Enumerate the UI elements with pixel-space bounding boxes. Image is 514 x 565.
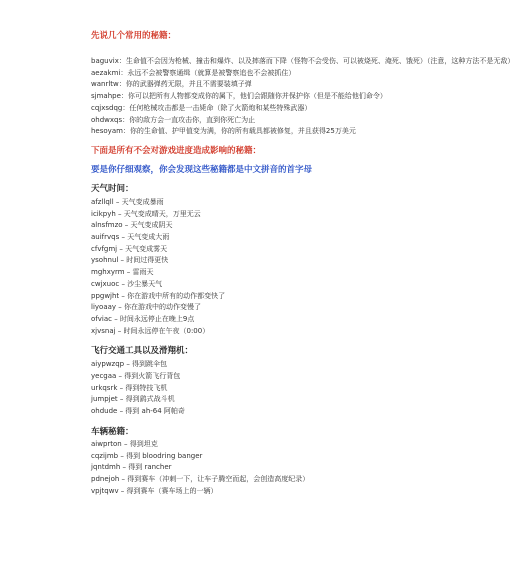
cheat-line: aiypwzqp – 得到跳伞包: [91, 360, 168, 369]
section-heading-vehicles: 车辆秘籍：: [91, 426, 134, 437]
cheat-line: jumpjet – 得到鹞式战斗机: [91, 395, 175, 404]
cheat-line: icikpyh – 天气变成晴天，万里无云: [91, 209, 201, 218]
cheat-line: cqjxsdqg：任何枪械攻击都是一击毙命（除了火箭炮和某些特殊武器）: [91, 103, 312, 112]
cheat-line: yecgaa – 得到火箭飞行背包: [91, 372, 181, 381]
cheat-line: ppgwjht – 你在游戏中所有的动作都变快了: [91, 291, 226, 300]
cheat-line: vpjtqwv – 得到赛车（赛车场上的一辆）: [91, 486, 218, 495]
cheat-line: aiwprton – 得到坦克: [91, 439, 158, 448]
cheat-line: wanrltw：你的武器弹药无限，并且不需要装填子弹: [91, 80, 252, 89]
cheat-line: aezakmi：永远不会被警察通缉（就算是被警察追也不会被抓住）: [91, 68, 296, 77]
cheat-line: urkqsrk – 得到特技飞机: [91, 383, 168, 392]
cheat-line: hesoyam：你的生命值、护甲值变为满，你的所有载具都被修复，并且获得25万美元: [91, 127, 356, 136]
cheat-line: cqzijmb – 得到 bloodring banger: [91, 451, 203, 460]
cheat-line: ofviac – 时间永远停止在晚上9点: [91, 314, 195, 323]
weather-time-list: [91, 197, 360, 337]
aircraft-list: [91, 359, 360, 418]
vehicles-list: [91, 439, 360, 498]
cheat-line: afzllqll – 天气变成暴雨: [91, 197, 164, 206]
cheat-line: cwjxuoc – 沙尘暴天气: [91, 279, 163, 288]
section-heading-pinyin-note: 要是你仔细观察，你会发现这些秘籍都是中文拼音的首字母: [91, 164, 313, 175]
cheat-line: ohdwxqs：你的敌方会一直攻击你，直到你死亡为止: [91, 115, 256, 124]
cheat-line: sjmahpe：你可以把所有人物都变成你的属下，他们会跟随你并保护你（但是不能给他们命令）: [91, 92, 387, 101]
cheat-line: cfvfgmj – 天气变成雾天: [91, 244, 168, 253]
cheat-line: baguvix：生命值不会因为枪械、撞击和爆炸、以及摔落而下降（怪物不会受伤、可以被烧死、淹死、饿死）（注意，这种方法不是无敌）: [91, 57, 514, 65]
cheat-line: auifrvqs – 天气变成大雨: [91, 233, 170, 242]
section-heading-common-cheats: 先说几个常用的秘籍：: [91, 31, 177, 41]
cheat-line: alnsfmzo – 天气变成阴天: [91, 221, 173, 230]
cheat-line: xjvsnaj – 时间永远停在午夜（0:00）: [91, 326, 210, 335]
cheat-line: mghxyrm – 雷雨天: [91, 268, 154, 277]
cheat-line: ohdude – 得到 ah-64 阿帕奇: [91, 407, 185, 416]
section-heading-weather-time: 天气时间：: [91, 183, 134, 194]
cheat-line: jqntdmh – 得到 rancher: [91, 463, 172, 472]
common-cheats-list: [91, 56, 514, 138]
section-heading-aircraft: 飞行交通工具以及滑翔机：: [91, 346, 194, 357]
cheat-line: pdnejoh – 得到赛车（冲刺一下，让车子腾空而起，会创造高度纪录）: [91, 474, 310, 483]
section-heading-all-cheats: 下面是所有不会对游戏进度造成影响的秘籍：: [91, 145, 262, 156]
cheat-line: liyoaay – 你在游戏中的动作变慢了: [91, 303, 201, 312]
cheat-line: ysohnul – 时间过得更快: [91, 256, 169, 265]
